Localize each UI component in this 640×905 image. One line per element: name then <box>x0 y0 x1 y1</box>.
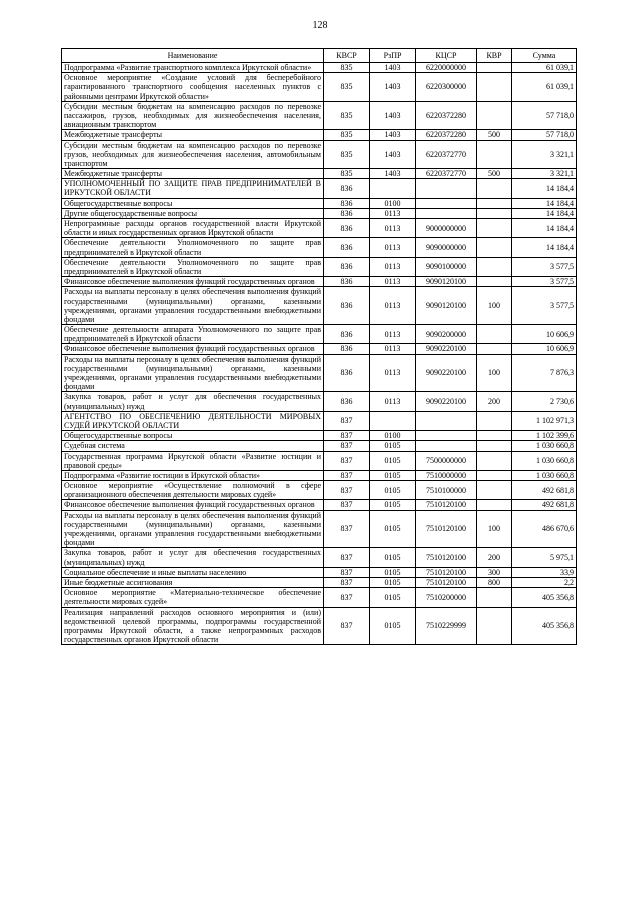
cell-sum: 1 102 399,6 <box>512 431 577 441</box>
cell-name: Основное мероприятие «Осуществление полномочий в сфере организационного обеспечения деятельности мировых судей» <box>62 481 324 500</box>
cell-rzpr: 0113 <box>370 325 416 344</box>
cell-rzpr: 0105 <box>370 451 416 470</box>
cell-kvr <box>477 140 512 169</box>
cell-kvsr: 835 <box>324 169 370 179</box>
cell-name: Другие общегосударственные вопросы <box>62 208 324 218</box>
cell-sum: 405 356,8 <box>512 607 577 645</box>
cell-sum: 1 030 660,8 <box>512 470 577 480</box>
cell-rzpr: 0105 <box>370 481 416 500</box>
cell-name: АГЕНТСТВО ПО ОБЕСПЕЧЕНИЮ ДЕЯТЕЛЬНОСТИ МИРОВЫХ СУДЕЙ ИРКУТСКОЙ ОБЛАСТИ <box>62 411 324 430</box>
cell-kvr <box>477 411 512 430</box>
cell-kvr <box>477 63 512 73</box>
header-kvr: КВР <box>477 49 512 63</box>
cell-sum: 10 606,9 <box>512 325 577 344</box>
table-row <box>62 607 577 645</box>
cell-kcsr: 7510200000 <box>416 588 477 607</box>
cell-kvr <box>477 451 512 470</box>
cell-rzpr: 1403 <box>370 140 416 169</box>
cell-rzpr: 0105 <box>370 510 416 548</box>
table-row <box>62 481 577 500</box>
table-row <box>62 588 577 607</box>
cell-kvsr: 837 <box>324 548 370 567</box>
cell-kcsr: 9090220100 <box>416 392 477 411</box>
cell-rzpr: 0113 <box>370 354 416 392</box>
cell-name: УПОЛНОМОЧЕННЫЙ ПО ЗАЩИТЕ ПРАВ ПРЕДПРИНИМАТЕЛЕЙ В ИРКУТСКОЙ ОБЛАСТИ <box>62 179 324 198</box>
cell-kvsr: 837 <box>324 481 370 500</box>
cell-sum: 14 184,4 <box>512 238 577 257</box>
cell-kvsr: 836 <box>324 208 370 218</box>
cell-name: Финансовое обеспечение выполнения функций государственных органов <box>62 344 324 354</box>
cell-sum: 61 039,1 <box>512 73 577 102</box>
cell-name: Основное мероприятие «Создание условий для бесперебойного гарантированного транспортного сообщения населенных пунктов с районными центрами Иркутской области» <box>62 73 324 102</box>
cell-kcsr: 6220372770 <box>416 169 477 179</box>
cell-kvr: 100 <box>477 287 512 325</box>
cell-sum: 3 577,5 <box>512 257 577 276</box>
table-row <box>62 392 577 411</box>
cell-kvsr: 836 <box>324 219 370 238</box>
cell-kvsr: 836 <box>324 179 370 198</box>
header-name: Наименование <box>62 49 324 63</box>
cell-rzpr: 1403 <box>370 63 416 73</box>
cell-kcsr: 7510120100 <box>416 577 477 587</box>
cell-rzpr: 0113 <box>370 392 416 411</box>
table-row <box>62 411 577 430</box>
cell-name: Судебная система <box>62 441 324 451</box>
cell-kvr <box>477 470 512 480</box>
cell-name: Реализация направлений расходов основного мероприятия и (или) ведомственной целевой программы, подпрограммы государственной программы Иркутской области, а также непрограммных расходов государственных органов Иркутской области <box>62 607 324 645</box>
cell-kcsr: 6220372770 <box>416 140 477 169</box>
cell-sum: 1 030 660,8 <box>512 451 577 470</box>
cell-name: Государственная программа Иркутской области «Развитие юстиции и правовой среды» <box>62 451 324 470</box>
table-row <box>62 577 577 587</box>
cell-kvsr: 836 <box>324 392 370 411</box>
cell-kcsr: 9090120100 <box>416 277 477 287</box>
cell-name: Общегосударственные вопросы <box>62 198 324 208</box>
cell-sum: 492 681,8 <box>512 500 577 510</box>
cell-kvr <box>477 481 512 500</box>
cell-rzpr: 1403 <box>370 169 416 179</box>
cell-kvsr: 837 <box>324 588 370 607</box>
cell-sum: 3 321,1 <box>512 169 577 179</box>
cell-name: Основное мероприятие «Материально-техническое обеспечение деятельности мировых судей» <box>62 588 324 607</box>
cell-sum: 2 730,6 <box>512 392 577 411</box>
table-row <box>62 470 577 480</box>
cell-kvr <box>477 208 512 218</box>
cell-sum: 10 606,9 <box>512 344 577 354</box>
cell-sum: 3 577,5 <box>512 277 577 287</box>
cell-kvr <box>477 431 512 441</box>
cell-sum: 14 184,4 <box>512 198 577 208</box>
cell-sum: 33,9 <box>512 567 577 577</box>
cell-kvsr: 836 <box>324 287 370 325</box>
cell-kcsr: 9000000000 <box>416 219 477 238</box>
table-row <box>62 198 577 208</box>
cell-kvsr: 837 <box>324 451 370 470</box>
cell-kcsr <box>416 198 477 208</box>
cell-kvsr: 836 <box>324 198 370 208</box>
table-row <box>62 257 577 276</box>
cell-kcsr: 7510100000 <box>416 481 477 500</box>
cell-kvr <box>477 344 512 354</box>
table-row <box>62 130 577 140</box>
table-row <box>62 169 577 179</box>
cell-kvr <box>477 219 512 238</box>
cell-rzpr: 0105 <box>370 470 416 480</box>
cell-sum: 7 876,3 <box>512 354 577 392</box>
cell-kvr: 500 <box>477 169 512 179</box>
header-rzpr: РзПР <box>370 49 416 63</box>
cell-kvsr: 837 <box>324 607 370 645</box>
cell-kcsr <box>416 179 477 198</box>
cell-name: Подпрограмма «Развитие транспортного комплекса Иркутской области» <box>62 63 324 73</box>
cell-kcsr: 9090120100 <box>416 287 477 325</box>
cell-kcsr: 6220300000 <box>416 73 477 102</box>
cell-kvsr: 836 <box>324 277 370 287</box>
page-number: 128 <box>312 20 328 31</box>
table-row <box>62 441 577 451</box>
cell-kcsr: 7510000000 <box>416 470 477 480</box>
cell-kcsr: 7510120100 <box>416 567 477 577</box>
table-row <box>62 63 577 73</box>
cell-kvsr: 837 <box>324 431 370 441</box>
cell-sum: 405 356,8 <box>512 588 577 607</box>
cell-kcsr: 7510120100 <box>416 510 477 548</box>
table-row <box>62 548 577 567</box>
cell-kvr <box>477 325 512 344</box>
table-row <box>62 179 577 198</box>
table-row <box>62 354 577 392</box>
cell-kvr <box>477 607 512 645</box>
cell-kcsr: 6220372280 <box>416 130 477 140</box>
cell-kcsr: 6220000000 <box>416 63 477 73</box>
cell-rzpr: 0105 <box>370 567 416 577</box>
table-row <box>62 73 577 102</box>
cell-kvr <box>477 441 512 451</box>
cell-kcsr: 9090000000 <box>416 238 477 257</box>
table-header-row <box>62 49 577 63</box>
cell-kcsr: 7500000000 <box>416 451 477 470</box>
cell-kcsr: 7510120100 <box>416 500 477 510</box>
cell-kvsr: 835 <box>324 130 370 140</box>
cell-kvsr: 836 <box>324 238 370 257</box>
cell-rzpr: 0105 <box>370 441 416 451</box>
header-sum: Сумма <box>512 49 577 63</box>
cell-name: Закупка товаров, работ и услуг для обеспечения государственных (муниципальных) нужд <box>62 392 324 411</box>
cell-kvsr: 835 <box>324 73 370 102</box>
cell-rzpr <box>370 411 416 430</box>
table-row <box>62 140 577 169</box>
cell-rzpr: 0113 <box>370 208 416 218</box>
cell-name: Расходы на выплаты персоналу в целях обеспечения выполнения функций государственными (муниципальными) органами, казенными учреждениями, органами управления государственными внебюджетными фондами <box>62 287 324 325</box>
cell-sum: 14 184,4 <box>512 219 577 238</box>
cell-rzpr: 0105 <box>370 548 416 567</box>
cell-name: Закупка товаров, работ и услуг для обеспечения государственных (муниципальных) нужд <box>62 548 324 567</box>
table-row <box>62 277 577 287</box>
cell-kvsr: 837 <box>324 510 370 548</box>
cell-kvsr: 835 <box>324 140 370 169</box>
cell-name: Финансовое обеспечение выполнения функций государственных органов <box>62 277 324 287</box>
table-row <box>62 431 577 441</box>
cell-rzpr <box>370 179 416 198</box>
table-row <box>62 287 577 325</box>
cell-rzpr: 0113 <box>370 277 416 287</box>
cell-name: Финансовое обеспечение выполнения функций государственных органов <box>62 500 324 510</box>
cell-name: Социальное обеспечение и иные выплаты населению <box>62 567 324 577</box>
cell-kvsr: 836 <box>324 257 370 276</box>
cell-kcsr <box>416 431 477 441</box>
cell-rzpr: 1403 <box>370 73 416 102</box>
cell-kvsr: 835 <box>324 101 370 130</box>
cell-kvr: 200 <box>477 548 512 567</box>
cell-name: Обеспечение деятельности аппарата Уполномоченного по защите прав предпринимателей в Иркутской области <box>62 325 324 344</box>
cell-sum: 57 718,0 <box>512 130 577 140</box>
cell-rzpr: 0113 <box>370 238 416 257</box>
table-row <box>62 510 577 548</box>
cell-kvsr: 836 <box>324 325 370 344</box>
cell-rzpr: 0113 <box>370 287 416 325</box>
cell-sum: 486 670,6 <box>512 510 577 548</box>
cell-kvr <box>477 238 512 257</box>
cell-kvr: 100 <box>477 354 512 392</box>
cell-name: Расходы на выплаты персоналу в целях обеспечения выполнения функций государственными (муниципальными) органами, казенными учреждениями, органами управления государственными внебюджетными фондами <box>62 510 324 548</box>
cell-kvr <box>477 198 512 208</box>
cell-kvsr: 836 <box>324 354 370 392</box>
cell-kvr: 200 <box>477 392 512 411</box>
cell-kvsr: 837 <box>324 577 370 587</box>
budget-table <box>61 48 577 645</box>
cell-kcsr: 7510120100 <box>416 548 477 567</box>
cell-sum: 1 030 660,8 <box>512 441 577 451</box>
cell-kcsr <box>416 208 477 218</box>
cell-kvr <box>477 73 512 102</box>
cell-name: Межбюджетные трансферты <box>62 169 324 179</box>
cell-rzpr: 0105 <box>370 577 416 587</box>
cell-kvsr: 836 <box>324 344 370 354</box>
cell-kvr: 300 <box>477 567 512 577</box>
cell-kcsr: 9090220100 <box>416 354 477 392</box>
cell-kvsr: 835 <box>324 63 370 73</box>
cell-sum: 3 577,5 <box>512 287 577 325</box>
cell-rzpr: 0113 <box>370 257 416 276</box>
cell-name: Межбюджетные трансферты <box>62 130 324 140</box>
table-row <box>62 101 577 130</box>
cell-name: Субсидии местным бюджетам на компенсацию расходов по перевозке грузов, необходимых для жизнеобеспечения населения, автомобильным транспортом <box>62 140 324 169</box>
cell-rzpr: 0100 <box>370 198 416 208</box>
header-kvsr: КВСР <box>324 49 370 63</box>
cell-rzpr: 0100 <box>370 431 416 441</box>
cell-kvsr: 837 <box>324 500 370 510</box>
cell-name: Обеспечение деятельности Уполномоченного по защите прав предпринимателей в Иркутской области <box>62 257 324 276</box>
cell-kvr: 500 <box>477 130 512 140</box>
cell-kcsr: 6220372280 <box>416 101 477 130</box>
table-row <box>62 500 577 510</box>
cell-kcsr: 7510229999 <box>416 607 477 645</box>
cell-kvr <box>477 179 512 198</box>
table-row <box>62 208 577 218</box>
cell-kvsr: 837 <box>324 567 370 577</box>
cell-kvr <box>477 500 512 510</box>
cell-kvr: 800 <box>477 577 512 587</box>
cell-sum: 14 184,4 <box>512 179 577 198</box>
cell-rzpr: 0105 <box>370 588 416 607</box>
cell-rzpr: 0105 <box>370 607 416 645</box>
cell-sum: 2,2 <box>512 577 577 587</box>
cell-kvr <box>477 588 512 607</box>
cell-rzpr: 0113 <box>370 219 416 238</box>
table-row <box>62 325 577 344</box>
table-row <box>62 451 577 470</box>
cell-name: Непрограммные расходы органов государственной власти Иркутской области и иных государственных органов Иркутской области <box>62 219 324 238</box>
table-row <box>62 344 577 354</box>
cell-sum: 61 039,1 <box>512 63 577 73</box>
cell-name: Общегосударственные вопросы <box>62 431 324 441</box>
cell-sum: 1 102 971,3 <box>512 411 577 430</box>
cell-kcsr: 9090200000 <box>416 325 477 344</box>
cell-kvr <box>477 277 512 287</box>
table-body <box>62 63 577 645</box>
cell-kcsr: 9090100000 <box>416 257 477 276</box>
table-row <box>62 567 577 577</box>
cell-rzpr: 1403 <box>370 130 416 140</box>
cell-sum: 492 681,8 <box>512 481 577 500</box>
cell-kvr <box>477 101 512 130</box>
cell-kvsr: 837 <box>324 470 370 480</box>
cell-kcsr <box>416 411 477 430</box>
cell-name: Расходы на выплаты персоналу в целях обеспечения выполнения функций государственными (муниципальными) органами, казенными учреждениями, органами управления государственными внебюджетными фондами <box>62 354 324 392</box>
header-kcsr: КЦСР <box>416 49 477 63</box>
cell-sum: 3 321,1 <box>512 140 577 169</box>
cell-sum: 57 718,0 <box>512 101 577 130</box>
cell-rzpr: 0113 <box>370 344 416 354</box>
cell-kcsr: 9090220100 <box>416 344 477 354</box>
cell-kcsr <box>416 441 477 451</box>
cell-kvr <box>477 257 512 276</box>
cell-name: Субсидии местным бюджетам на компенсацию расходов по перевозке пассажиров, грузов, необходимых для жизнеобеспечения населения, авиационным транспортом <box>62 101 324 130</box>
cell-kvsr: 837 <box>324 441 370 451</box>
cell-name: Подпрограмма «Развитие юстиции в Иркутской области» <box>62 470 324 480</box>
cell-rzpr: 0105 <box>370 500 416 510</box>
cell-name: Иные бюджетные ассигнования <box>62 577 324 587</box>
cell-kvr: 100 <box>477 510 512 548</box>
table-row <box>62 219 577 238</box>
cell-rzpr: 1403 <box>370 101 416 130</box>
cell-sum: 5 975,1 <box>512 548 577 567</box>
cell-sum: 14 184,4 <box>512 208 577 218</box>
cell-name: Обеспечение деятельности Уполномоченного по защите прав предпринимателей в Иркутской области <box>62 238 324 257</box>
table-row <box>62 238 577 257</box>
cell-kvsr: 837 <box>324 411 370 430</box>
